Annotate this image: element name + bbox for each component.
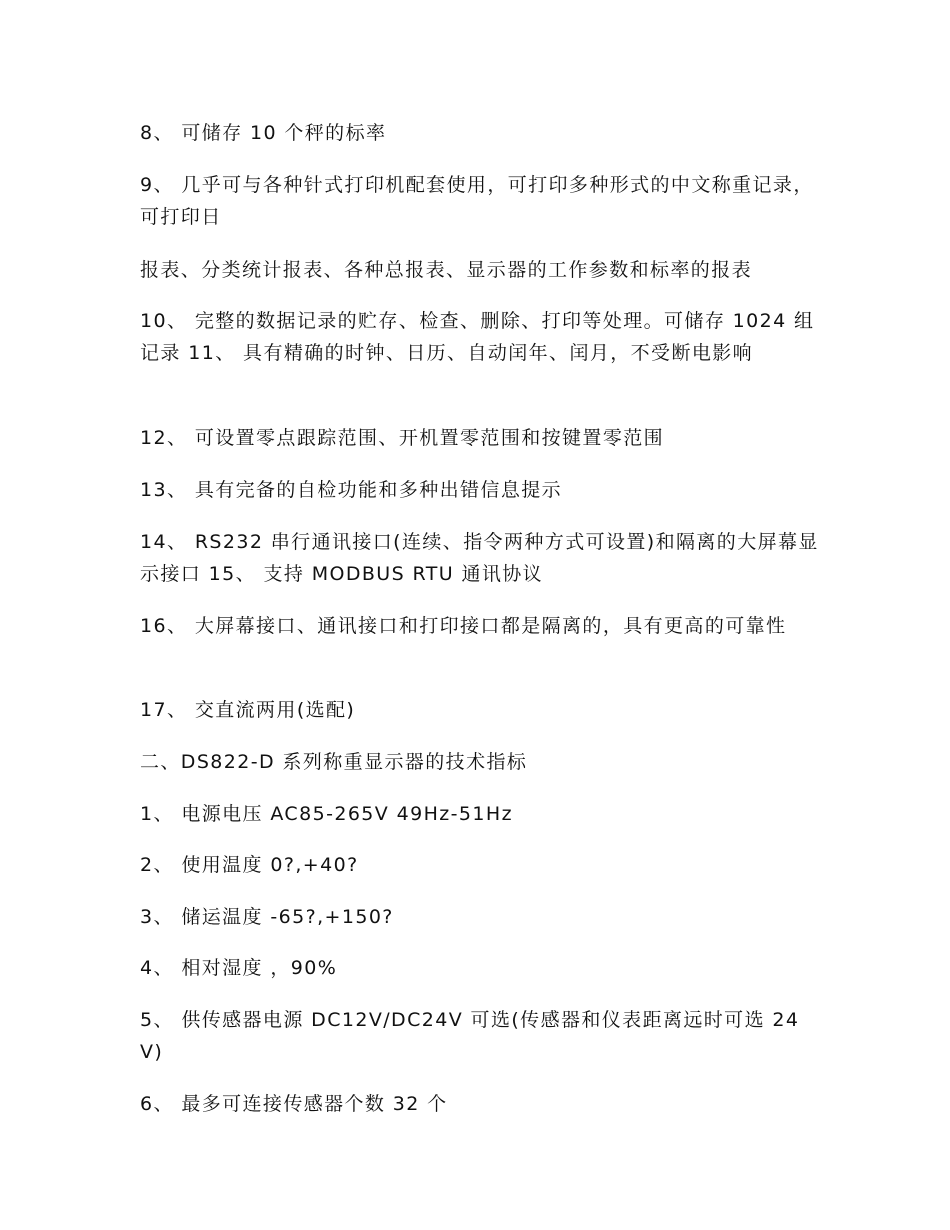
paragraph-item-16: 16、 大屏幕接口、通讯接口和打印接口都是隔离的，具有更高的可靠性 bbox=[140, 615, 787, 637]
spec-item-6: 6、 最多可连接传感器个数 32 个 bbox=[140, 1093, 448, 1115]
spec-item-5: 5、 供传感器电源 DC12V/DC24V 可选(传感器和仪表距离远时可选 24V) bbox=[140, 1009, 800, 1063]
paragraph-item-17: 17、 交直流两用(选配) bbox=[140, 699, 356, 721]
paragraph-item-13: 13、 具有完备的自检功能和多种出错信息提示 bbox=[140, 479, 563, 501]
paragraph-item-12: 12、 可设置零点跟踪范围、开机置零范围和按键置零范围 bbox=[140, 427, 665, 449]
paragraph-item-8: 8、 可储存 10 个秤的标率 bbox=[140, 122, 387, 144]
paragraph-item-9: 9、 几乎可与各种针式打印机配套使用，可打印多种形式的中文称重记录，可打印日 bbox=[140, 174, 814, 228]
spec-item-4: 4、 相对湿度 ，90% bbox=[140, 957, 338, 979]
paragraph-item-14-15: 14、 RS232 串行通讯接口(连续、指令两种方式可设置)和隔离的大屏幕显示接口 15、 支持 MODBUS RTU 通讯协议 bbox=[140, 531, 819, 585]
paragraph-report-types: 报表、分类统计报表、各种总报表、显示器的工作参数和标率的报表 bbox=[140, 259, 753, 281]
spec-item-3: 3、 储运温度 -65?,+150? bbox=[140, 906, 394, 928]
spec-item-1: 1、 电源电压 AC85-265V 49Hz-51Hz bbox=[140, 803, 513, 825]
section-heading-specs: 二、DS822-D 系列称重显示器的技术指标 bbox=[140, 751, 528, 773]
spec-item-2: 2、 使用温度 0?,+40? bbox=[140, 854, 359, 876]
paragraph-item-10-11: 10、 完整的数据记录的贮存、检查、删除、打印等处理。可储存 1024 组记录 11、 具有精确的时钟、日历、自动闰年、闰月，不受断电影响 bbox=[140, 310, 815, 364]
